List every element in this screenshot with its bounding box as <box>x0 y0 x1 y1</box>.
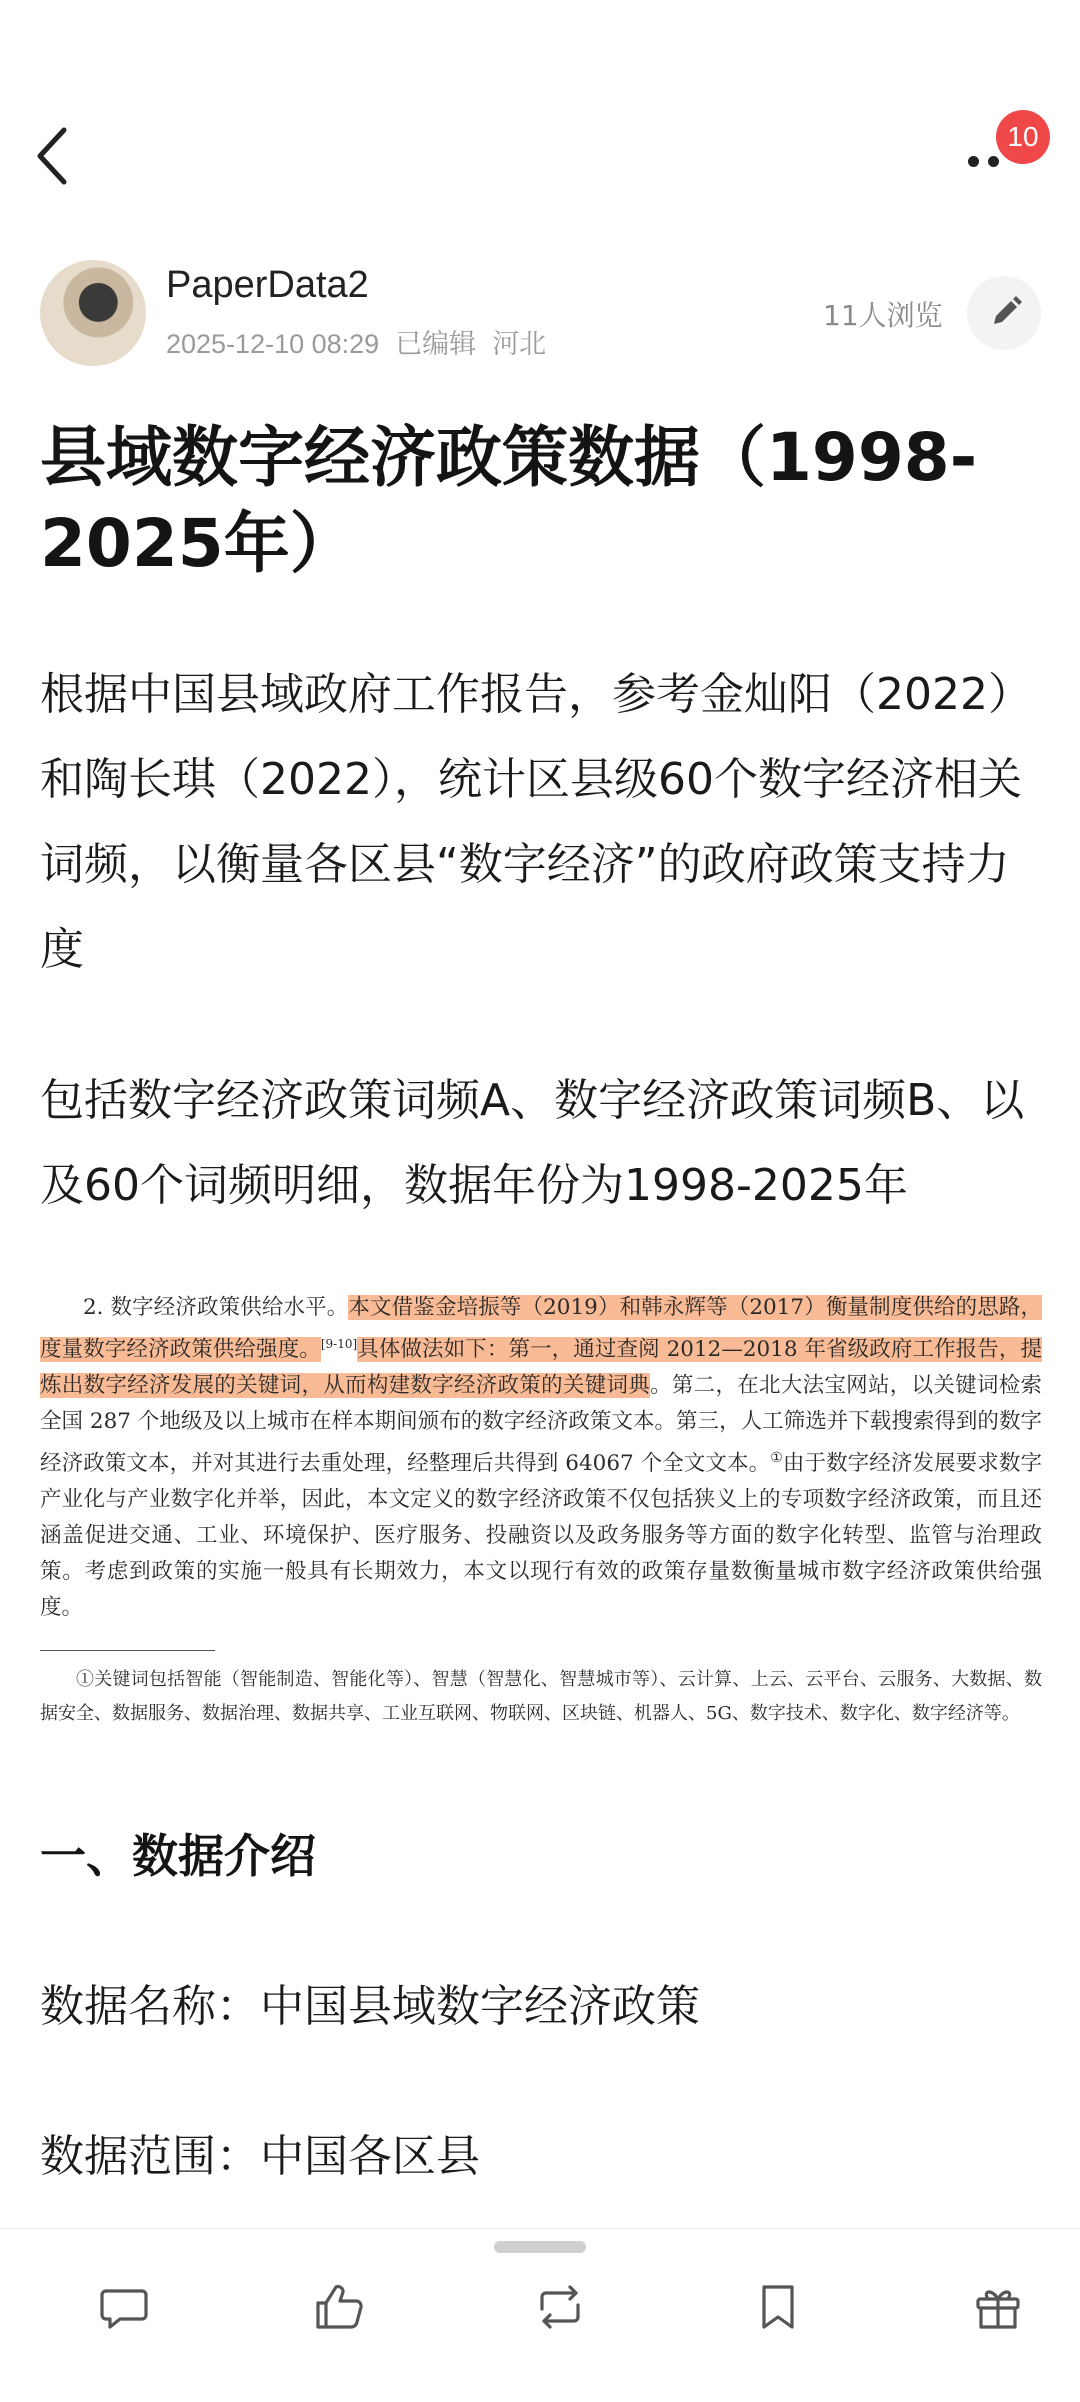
section-heading: 一、数据介绍 <box>40 1829 316 1883</box>
post-title: 县域数字经济政策数据（1998-2025年） <box>40 419 978 582</box>
like-icon <box>312 2279 368 2335</box>
repost-icon <box>532 2279 588 2335</box>
notification-badge: 10 <box>996 110 1050 164</box>
post-paragraph-1: 根据中国县域政府工作报告，参考金灿阳（2022）和陶长琪（2022），统计区县级60个数字经济相关词频，以衡量各区县“数字经济”的政府政策支持力度 <box>40 669 1032 975</box>
bookmark-icon <box>750 2279 806 2335</box>
doc-highlight-1: 本文借鉴金培振等（2019）和韩永辉等（2017）衡量制度供给的思路，度量数字经济政策供给强度。 <box>40 1295 1042 1363</box>
doc-rest-2: 由于数字经济发展要求数字产业化与产业数字化并举，因此，本文定义的数字经济政策不仅包括狭义上的专项数字经济政策，而且还涵盖促进交通、工业、环境保护、医疗服务、投融资以及政务服务等方面的数字化转型、监管与治理政策。考虑到政策的实施一般具有长期效力，本文以现行有效的政策存量数衡量城市数字经济政策供给强度。 <box>40 1451 1042 1621</box>
post-paragraph-2: 包括数字经济政策词频A、数字经济政策词频B、以及60个词频明细，数据年份为1998-2025年 <box>40 1075 1025 1211</box>
chevron-left-icon <box>30 120 80 190</box>
author-name[interactable]: PaperData2 <box>166 264 369 306</box>
like-button[interactable] <box>300 2267 380 2347</box>
post-meta <box>166 322 562 361</box>
back-button[interactable] <box>30 120 80 190</box>
more-button[interactable] <box>950 110 1050 190</box>
gift-icon <box>970 2279 1026 2335</box>
post-location: 河北 <box>492 329 547 359</box>
doc-ref: [9-10] <box>320 1337 358 1351</box>
doc-rest: 。第二，在北大法宝网站，以关键词检索全国 287 个地级及以上城市在样本期间颁布的数字经济政策文本。第三，人工筛选并下载搜索得到的数字经济政策文本，并对其进行去重处理，经整理后共得到 64067 个全文文本。 <box>40 1373 1042 1477</box>
document-excerpt-image[interactable] <box>40 1290 1042 1750</box>
bookmark-button[interactable] <box>738 2267 818 2347</box>
edited-label: 已编辑 <box>395 329 477 359</box>
gift-button[interactable] <box>958 2267 1038 2347</box>
comment-icon <box>96 2279 152 2335</box>
avatar[interactable] <box>40 260 146 366</box>
doc-note-mark: ① <box>770 1450 783 1467</box>
doc-footnote: ①关键词包括智能（智能制造、智能化等）、智慧（智慧化、智慧城市等）、云计算、上云、云平台、云服务、大数据、数据安全、数据服务、数据治理、数据共享、工业互联网、物联网、区块链、机器人、5G、数字技术、数字化、数字经济等。 <box>40 1669 1042 1725</box>
document-body <box>40 1290 1042 1626</box>
data-scope-line: 数据范围：中国各区县 <box>40 2131 480 2182</box>
doc-highlight-2: 具体做法如下：第一，通过查阅 2012—2018 年省级政府工作报告，提炼出数字经济发展的关键词，从而构建数字经济政策的关键词典 <box>40 1337 1042 1399</box>
repost-button[interactable] <box>520 2267 600 2347</box>
edit-button[interactable] <box>967 276 1041 350</box>
drag-handle[interactable] <box>494 2241 586 2253</box>
doc-lead: 2. 数字经济政策供给水平。 <box>83 1295 349 1320</box>
footnote-divider <box>40 1650 215 1651</box>
data-name-line: 数据名称：中国县域数字经济政策 <box>40 1981 700 2032</box>
post-datetime: 2025-12-10 08:29 <box>166 329 380 359</box>
bottom-action-bar <box>0 2228 1080 2402</box>
view-count: 11人浏览 <box>823 299 943 332</box>
comment-button[interactable] <box>84 2267 164 2347</box>
pencil-icon <box>967 276 1041 350</box>
